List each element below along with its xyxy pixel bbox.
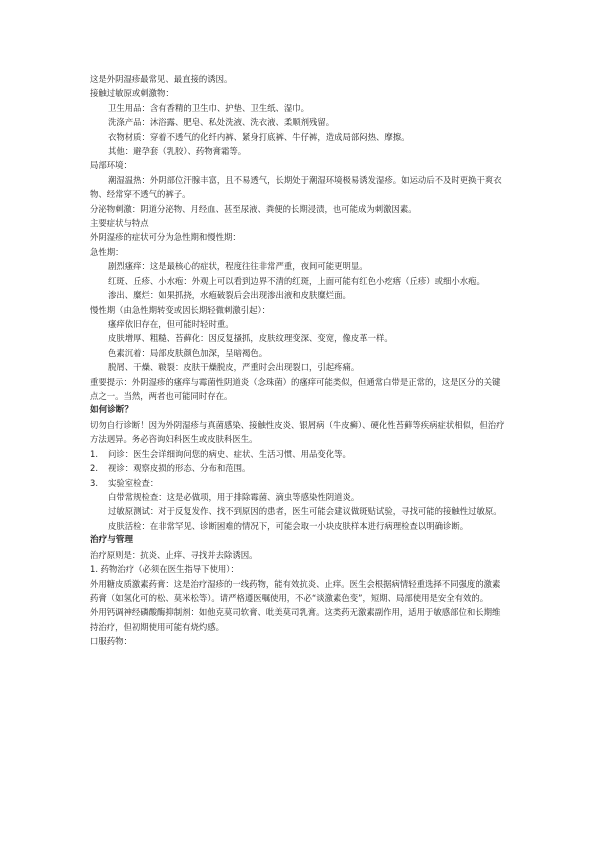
- paragraph: 外用钙调神经磷酸酶抑制剂：如他克莫司软膏、吡美莫司乳膏。这类药无激素副作用，适用于敏感部位和长期维持治疗，但初期使用可能有烧灼感。: [90, 607, 501, 632]
- paragraph: 切勿自行诊断！因为外阴湿疹与真菌感染、接触性皮炎、银屑病（牛皮癣）、硬化性苔藓等疾病症状相似，但治疗方法迥异。务必咨询妇科医生或皮肤科医生。: [90, 419, 505, 445]
- paragraph: 渗出、糜烂：如果抓挠，水疱破裂后会出现渗出液和皮肤糜烂面。: [108, 290, 351, 301]
- paragraph: 口服药物：: [90, 636, 132, 647]
- paragraph: 皮肤增厚、粗糙、苔藓化：因反复搔抓，皮肤纹理变深、变宽，像皮革一样。: [108, 333, 393, 344]
- item-number: 1.: [90, 448, 98, 459]
- item-number: 2.: [90, 463, 98, 474]
- paragraph: 衣物材质：穿着不透气的化纤内裤、紧身打底裤、牛仔裤，造成局部闷热、摩擦。: [108, 131, 410, 142]
- paragraph: 潮湿温热：外阴部位汗腺丰富，且不易透气，长期处于潮湿环境极易诱发湿疹。如运动后不及时更换干爽衣物、经常穿不透气的裤子。: [90, 174, 502, 200]
- section-subtitle: 主要症状与特点: [90, 218, 149, 229]
- numbered-item: [90, 476, 508, 490]
- paragraph: 皮肤活检：在非常罕见、诊断困难的情况下，可能会取一小块皮肤样本进行病理检查以明确诊断。: [108, 520, 469, 531]
- section-heading: 治疗与管理: [90, 535, 133, 546]
- paragraph: 瘙痒依旧存在，但可能时轻时重。: [108, 318, 234, 329]
- section-heading: 如何诊断？: [90, 405, 133, 416]
- paragraph: 外用糖皮质激素药膏：这是治疗湿疹的一线药物，能有效抗炎、止痒。医生会根据病情轻重选择不同强度的激素药膏（如氢化可的松、莫米松等）。请严格遵医嘱使用，不必“谈激素色变”，短期、局部使用是安全有效的。: [90, 578, 501, 603]
- paragraph: 治疗原则是：抗炎、止痒、寻找并去除诱因。: [90, 549, 258, 560]
- paragraph: 接触过敏原或刺激物：: [90, 88, 174, 99]
- paragraph: 其他：避孕套（乳胶）、药物膏霜等。: [108, 146, 247, 157]
- numbered-item: [90, 461, 508, 475]
- paragraph: 分泌物刺激：阴道分泌物、月经血、甚至尿液、粪便的长期浸渍，也可能成为刺激因素。: [90, 203, 417, 214]
- item-number: 3.: [90, 477, 98, 488]
- paragraph: 白带常规检查：这是必做项，用于排除霉菌、滴虫等感染性阴道炎。: [108, 491, 360, 502]
- item-text: 实验室检查：: [108, 477, 159, 488]
- paragraph: 这是外阴湿疹最常见、最直接的诱因。: [90, 74, 233, 84]
- item-text: 视诊：观察皮损的形态、分布和范围。: [108, 463, 251, 474]
- paragraph: 洗涤产品：沐浴露、肥皂、私处洗液、洗衣液、柔顺剂残留。: [108, 117, 335, 128]
- paragraph: 局部环境：: [90, 160, 132, 171]
- paragraph: 外阴湿疹的症状可分为急性期和慢性期：: [90, 232, 241, 243]
- paragraph: 色素沉着：局部皮肤颜色加深，呈暗褐色。: [108, 347, 268, 358]
- document-body: [90, 72, 508, 649]
- numbered-item: [90, 447, 508, 461]
- paragraph: 1. 药物治疗（必须在医生指导下使用）：: [90, 564, 239, 575]
- paragraph: 急性期：: [90, 246, 124, 257]
- paragraph: 卫生用品：含有香精的卫生巾、护垫、卫生纸、湿巾。: [108, 102, 309, 113]
- paragraph: 红斑、丘疹、小水疱：外观上可以看到边界不清的红斑，上面可能有红色小疙瘩（丘疹）或细小水疱。: [108, 275, 485, 286]
- paragraph: 慢性期（由急性期转变或因长期轻微刺激引起）：: [90, 304, 271, 315]
- paragraph: 过敏原测试：对于反复发作、找不到原因的患者，医生可能会建议做斑贴试验，寻找可能的接触性过敏原。: [108, 506, 502, 517]
- paragraph: 剧烈瘙痒：这是最核心的症状，程度往往非常严重，夜间可能更明显。: [108, 261, 368, 272]
- important-note: 重要提示：外阴湿疹的瘙痒与霉菌性阴道炎（念珠菌）的瘙痒可能类似，但通常白带是正常的，这是区分的关键点之一。当然，两者也可能同时存在。: [90, 376, 501, 401]
- paragraph: 脱屑、干燥、皲裂：皮肤干燥脱皮，严重时会出现裂口，引起疼痛。: [108, 362, 360, 373]
- item-text: 问诊：医生会详细询问您的病史、症状、生活习惯、用品变化等。: [108, 448, 351, 459]
